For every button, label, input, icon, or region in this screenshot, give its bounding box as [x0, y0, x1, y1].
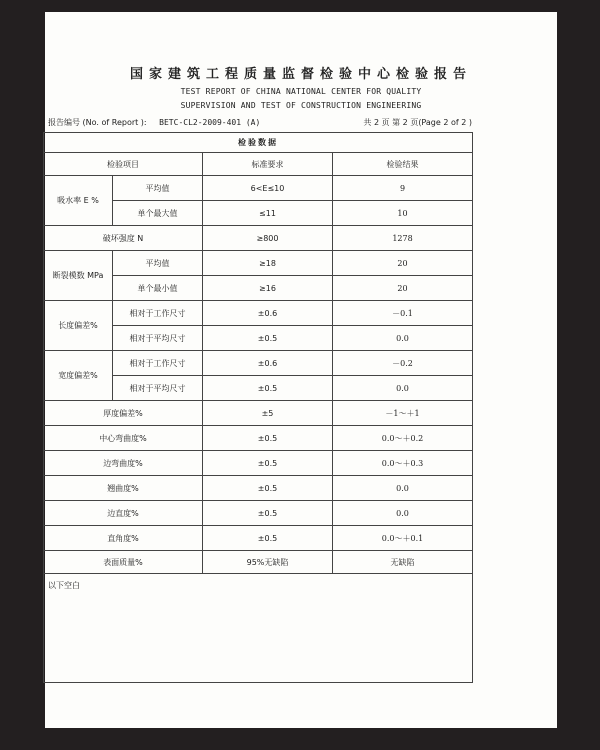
- report-title-english-line2: SUPERVISION AND TEST OF CONSTRUCTION ENGINEERING: [180, 101, 422, 110]
- result-cell: －0.1: [333, 301, 473, 326]
- result-cell: 0.0～＋0.2: [333, 426, 473, 451]
- page-count: 共 2 页 第 2 页(Page 2 of 2 ): [363, 118, 472, 127]
- standard-cell: ±0.5: [203, 326, 333, 351]
- standard-cell: ±0.6: [203, 351, 333, 376]
- result-cell: 0.0～＋0.1: [333, 526, 473, 551]
- item-label: 表面质量%: [44, 551, 203, 574]
- result-cell: －0.2: [333, 351, 473, 376]
- standard-cell: ≥18: [203, 251, 333, 276]
- table-row: [44, 551, 473, 574]
- standard-cell: ±0.5: [203, 501, 333, 526]
- result-cell: 0.0: [333, 476, 473, 501]
- standard-cell: ±0.5: [203, 476, 333, 501]
- table-row: [44, 176, 473, 201]
- notes-cell: 以下空白: [44, 574, 473, 683]
- standard-cell: ±0.5: [203, 426, 333, 451]
- standard-cell: ≤11: [203, 201, 333, 226]
- result-cell: 20: [333, 251, 473, 276]
- result-cell: 0.0: [333, 326, 473, 351]
- table-row: [44, 501, 473, 526]
- report-title-english-line1: TEST REPORT OF CHINA NATIONAL CENTER FOR QUALITY: [180, 87, 422, 96]
- table-row: [44, 251, 473, 276]
- standard-cell: ±0.5: [203, 451, 333, 476]
- report-number: BETC-CL2-2009-401 (A): [159, 118, 261, 127]
- result-cell: －1～＋1: [333, 401, 473, 426]
- header-standard: 标准要求: [203, 153, 333, 176]
- table-row: [44, 426, 473, 451]
- item-label: 中心弯曲度%: [44, 426, 203, 451]
- sub-item-label: 相对于平均尺寸: [113, 376, 203, 401]
- table-row: [44, 476, 473, 501]
- sub-item-label: 相对于工作尺寸: [113, 301, 203, 326]
- standard-cell: ±0.5: [203, 376, 333, 401]
- table-row: [44, 301, 473, 326]
- standard-cell: ≥800: [203, 226, 333, 251]
- report-number-line: [48, 117, 472, 128]
- table-row: [44, 451, 473, 476]
- group-label: 长度偏差%: [44, 301, 113, 351]
- sub-item-label: 相对于工作尺寸: [113, 351, 203, 376]
- group-label: 吸水率 E %: [44, 176, 113, 226]
- header-result: 检验结果: [333, 153, 473, 176]
- result-cell: 0.0: [333, 376, 473, 401]
- test-data-table: [43, 132, 473, 683]
- standard-cell: ≥16: [203, 276, 333, 301]
- header-test-item: 检验项目: [44, 153, 203, 176]
- item-label: 直角度%: [44, 526, 203, 551]
- table-row: [44, 526, 473, 551]
- item-label: 边直度%: [44, 501, 203, 526]
- sub-item-label: 平均值: [113, 176, 203, 201]
- result-cell: 20: [333, 276, 473, 301]
- report-title-chinese: 国家建筑工程质量监督检验中心检验报告: [129, 67, 472, 82]
- standard-cell: ±5: [203, 401, 333, 426]
- result-cell: 9: [333, 176, 473, 201]
- result-cell: 1278: [333, 226, 473, 251]
- table-row: [44, 226, 473, 251]
- item-label: 翘曲度%: [44, 476, 203, 501]
- item-label: 破坏强度 N: [44, 226, 203, 251]
- sub-item-label: 平均值: [113, 251, 203, 276]
- standard-cell: 95%无缺陷: [203, 551, 333, 574]
- result-cell: 无缺陷: [333, 551, 473, 574]
- result-cell: 10: [333, 201, 473, 226]
- result-cell: 0.0: [333, 501, 473, 526]
- sub-item-label: 相对于平均尺寸: [113, 326, 203, 351]
- standard-cell: ±0.5: [203, 526, 333, 551]
- result-cell: 0.0～＋0.3: [333, 451, 473, 476]
- group-label: 宽度偏差%: [44, 351, 113, 401]
- standard-cell: ±0.6: [203, 301, 333, 326]
- standard-cell: 6<E≤10: [203, 176, 333, 201]
- sub-item-label: 单个最小值: [113, 276, 203, 301]
- section-title: 检验数据: [44, 133, 473, 153]
- sub-item-label: 单个最大值: [113, 201, 203, 226]
- item-label: 厚度偏差%: [44, 401, 203, 426]
- group-label: 断裂模数 MPa: [44, 251, 113, 301]
- report-number-label: 报告编号 (No. of Report ):: [48, 118, 147, 127]
- table-row: [44, 401, 473, 426]
- item-label: 边弯曲度%: [44, 451, 203, 476]
- table-row: [44, 351, 473, 376]
